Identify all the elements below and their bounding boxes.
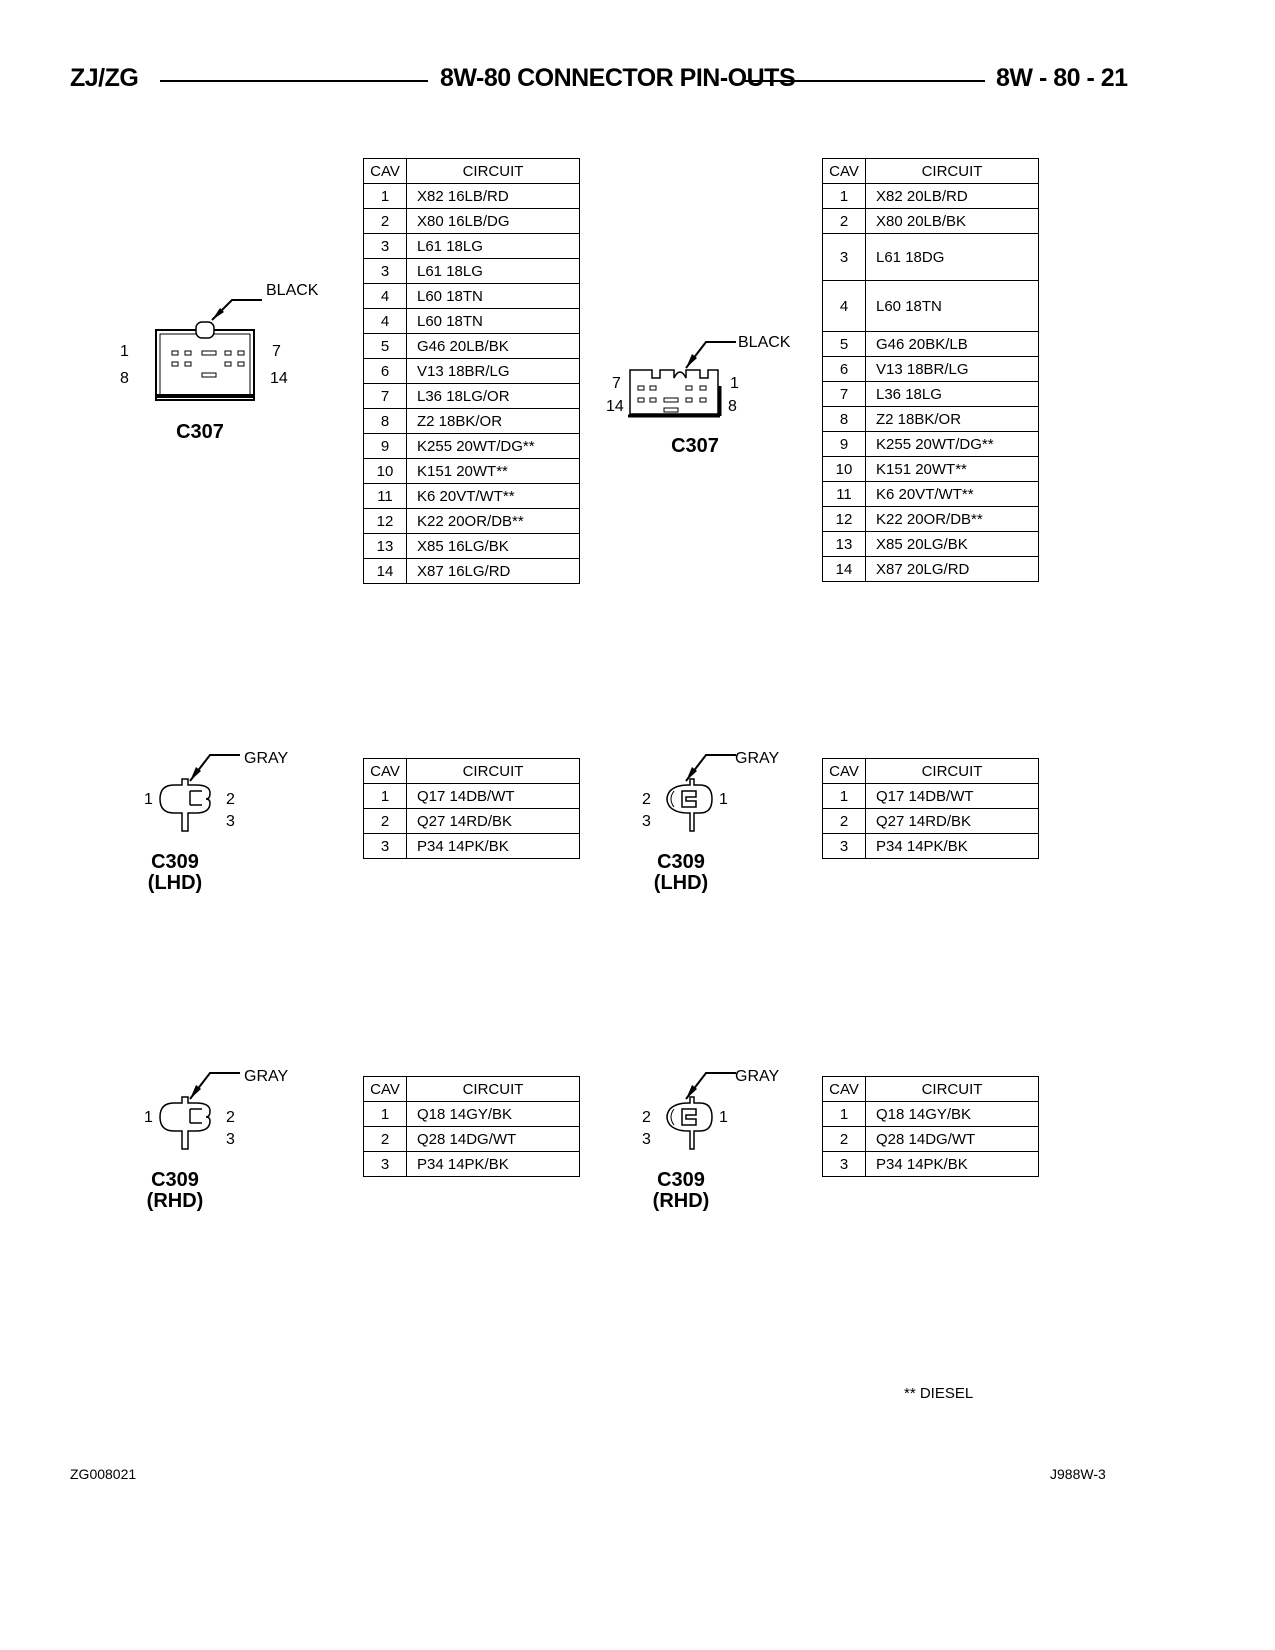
- connector-id: C309: [151, 851, 199, 873]
- footer-right-code: J988W-3: [1050, 1466, 1106, 1482]
- table-row: [823, 234, 1039, 281]
- circuit-code: Q28 14DG/WT: [407, 1127, 580, 1152]
- c309-rhd-right-pin-b: 3: [642, 1131, 651, 1148]
- c307-left-pin-bl: 8: [120, 370, 129, 387]
- cavity-number: 13: [823, 532, 866, 557]
- table-row: [823, 209, 1039, 234]
- c309-lhd-left-pin-c: 3: [226, 813, 235, 830]
- cavity-number: 7: [364, 384, 407, 409]
- footer-left-code: ZG008021: [70, 1466, 137, 1482]
- circuit-code: L36 18LG/OR: [407, 384, 580, 409]
- circuit-code: X80 20LB/BK: [866, 209, 1039, 234]
- cavity-number: 6: [823, 357, 866, 382]
- c309-rhd-left-pin-a: 1: [144, 1109, 153, 1126]
- cavity-number: 9: [823, 432, 866, 457]
- circuit-code: Q17 14DB/WT: [866, 784, 1039, 809]
- cavity-number: 1: [823, 184, 866, 209]
- table-row: [823, 184, 1039, 209]
- c309-rhd-left-table: [363, 1076, 580, 1177]
- circuit-code: L61 18DG: [866, 234, 1039, 281]
- table-row: [364, 1127, 580, 1152]
- table-row: [364, 534, 580, 559]
- circuit-code: K255 20WT/DG**: [866, 432, 1039, 457]
- header-left: ZJ/ZG: [70, 64, 139, 92]
- table-row: [823, 482, 1039, 507]
- cavity-number: 1: [364, 784, 407, 809]
- c309-lhd-right-pin-a: 2: [642, 791, 651, 808]
- cavity-number: 7: [823, 382, 866, 407]
- circuit-code: Q28 14DG/WT: [866, 1127, 1039, 1152]
- c307-left-pin-tr: 7: [272, 343, 281, 360]
- table-row: [364, 359, 580, 384]
- table-row: [364, 509, 580, 534]
- c309-rhd-left-pin-b: 2: [226, 1109, 235, 1126]
- table-row: [364, 559, 580, 584]
- table-row: [823, 809, 1039, 834]
- page-number: 8W - 80 - 21: [996, 64, 1128, 92]
- connector-variant: (RHD): [146, 1190, 204, 1212]
- circuit-header: CIRCUIT: [866, 1077, 1039, 1102]
- circuit-code: L60 18TN: [407, 309, 580, 334]
- c309-lhd-left-table: [363, 758, 580, 859]
- circuit-code: K255 20WT/DG**: [407, 434, 580, 459]
- page-title: 8W-80 CONNECTOR PIN-OUTS: [440, 64, 796, 92]
- c309-lhd-right-pin-b: 3: [642, 813, 651, 830]
- header-rule-left: [160, 80, 428, 82]
- cavity-number: 6: [364, 359, 407, 384]
- circuit-header: CIRCUIT: [407, 759, 580, 784]
- cavity-number: 3: [364, 259, 407, 284]
- circuit-code: P34 14PK/BK: [407, 1152, 580, 1177]
- table-row: [823, 784, 1039, 809]
- circuit-code: K151 20WT**: [407, 459, 580, 484]
- table-row: [823, 507, 1039, 532]
- c307-right-table: [822, 158, 1039, 582]
- table-row: [364, 184, 580, 209]
- cavity-number: 11: [364, 484, 407, 509]
- connector-variant: (LHD): [653, 872, 709, 894]
- cav-header: CAV: [823, 159, 866, 184]
- cavity-number: 8: [823, 407, 866, 432]
- cavity-number: 3: [823, 1152, 866, 1177]
- cavity-number: 1: [823, 1102, 866, 1127]
- table-row: [823, 407, 1039, 432]
- cavity-number: 13: [364, 534, 407, 559]
- circuit-code: K6 20VT/WT**: [866, 482, 1039, 507]
- circuit-code: P34 14PK/BK: [866, 834, 1039, 859]
- circuit-code: K22 20OR/DB**: [866, 507, 1039, 532]
- cav-header: CAV: [823, 1077, 866, 1102]
- table-row: [823, 281, 1039, 332]
- c307-right-color-label: BLACK: [738, 334, 791, 351]
- circuit-code: L61 18LG: [407, 259, 580, 284]
- c309-rhd-left-pin-c: 3: [226, 1131, 235, 1148]
- connector-variant: (LHD): [147, 872, 203, 894]
- cavity-number: 2: [823, 1127, 866, 1152]
- table-row: [364, 209, 580, 234]
- table-row: [364, 459, 580, 484]
- circuit-code: L61 18LG: [407, 234, 580, 259]
- table-row: [823, 432, 1039, 457]
- connector-id: C309: [151, 1169, 199, 1191]
- circuit-header: CIRCUIT: [866, 159, 1039, 184]
- circuit-code: K22 20OR/DB**: [407, 509, 580, 534]
- cavity-number: 3: [823, 834, 866, 859]
- c309-rhd-right-pin-c: 1: [719, 1109, 728, 1126]
- cavity-number: 12: [364, 509, 407, 534]
- circuit-code: Z2 18BK/OR: [866, 407, 1039, 432]
- cavity-number: 1: [364, 1102, 407, 1127]
- circuit-code: L60 18TN: [407, 284, 580, 309]
- c307-left-connector-drawing: [150, 280, 350, 410]
- c309-rhd-right-color-label: GRAY: [735, 1068, 780, 1085]
- cavity-number: 2: [364, 809, 407, 834]
- table-row: [823, 1152, 1039, 1177]
- circuit-code: X82 16LB/RD: [407, 184, 580, 209]
- circuit-code: P34 14PK/BK: [407, 834, 580, 859]
- c309-lhd-right-name: [646, 852, 716, 894]
- table-row: [364, 284, 580, 309]
- cav-header: CAV: [364, 759, 407, 784]
- circuit-header: CIRCUIT: [407, 159, 580, 184]
- circuit-code: V13 18BR/LG: [407, 359, 580, 384]
- connector-variant: (RHD): [652, 1190, 710, 1212]
- table-row: [364, 409, 580, 434]
- cavity-number: 3: [364, 834, 407, 859]
- cavity-number: 4: [364, 284, 407, 309]
- c307-right-name: C307: [671, 435, 719, 457]
- connector-id: C309: [657, 1169, 705, 1191]
- circuit-code: L36 18LG: [866, 382, 1039, 407]
- c309-lhd-left-name: [140, 852, 210, 894]
- c309-rhd-right-name: [646, 1170, 716, 1212]
- circuit-code: Q18 14GY/BK: [407, 1102, 580, 1127]
- circuit-code: Q18 14GY/BK: [866, 1102, 1039, 1127]
- circuit-code: G46 20BK/LB: [866, 332, 1039, 357]
- cavity-number: 3: [364, 234, 407, 259]
- c309-lhd-right-table: [822, 758, 1039, 859]
- c309-rhd-left-name: [140, 1170, 210, 1212]
- table-row: [364, 259, 580, 284]
- connector-id: C309: [657, 851, 705, 873]
- table-row: [364, 1102, 580, 1127]
- table-row: [364, 334, 580, 359]
- circuit-code: X82 20LB/RD: [866, 184, 1039, 209]
- cavity-number: 10: [364, 459, 407, 484]
- circuit-code: X85 16LG/BK: [407, 534, 580, 559]
- table-row: [823, 557, 1039, 582]
- table-row: [823, 834, 1039, 859]
- cavity-number: 5: [823, 332, 866, 357]
- cavity-number: 14: [823, 557, 866, 582]
- table-row: [823, 1102, 1039, 1127]
- cavity-number: 4: [823, 281, 866, 332]
- table-row: [364, 309, 580, 334]
- cavity-number: 8: [364, 409, 407, 434]
- circuit-code: X85 20LG/BK: [866, 532, 1039, 557]
- header-rule-right: [745, 80, 985, 82]
- cavity-number: 10: [823, 457, 866, 482]
- cav-header: CAV: [364, 1077, 407, 1102]
- c307-left-table: [363, 158, 580, 584]
- circuit-code: V13 18BR/LG: [866, 357, 1039, 382]
- c307-left-color-label: BLACK: [266, 282, 319, 299]
- circuit-code: K151 20WT**: [866, 457, 1039, 482]
- c309-lhd-right-pin-c: 1: [719, 791, 728, 808]
- table-row: [823, 1127, 1039, 1152]
- circuit-code: X87 16LG/RD: [407, 559, 580, 584]
- cav-header: CAV: [364, 159, 407, 184]
- circuit-code: Q27 14RD/BK: [866, 809, 1039, 834]
- c307-right-pin-tl: 7: [612, 375, 621, 392]
- circuit-code: Q27 14RD/BK: [407, 809, 580, 834]
- table-row: [823, 532, 1039, 557]
- circuit-header: CIRCUIT: [407, 1077, 580, 1102]
- c309-lhd-left-color-label: GRAY: [244, 750, 289, 767]
- table-row: [364, 809, 580, 834]
- c309-lhd-right-color-label: GRAY: [735, 750, 780, 767]
- circuit-code: L60 18TN: [866, 281, 1039, 332]
- c309-lhd-left-pin-a: 1: [144, 791, 153, 808]
- circuit-code: X80 16LB/DG: [407, 209, 580, 234]
- circuit-code: Z2 18BK/OR: [407, 409, 580, 434]
- c309-lhd-left-pin-b: 2: [226, 791, 235, 808]
- c309-rhd-right-table: [822, 1076, 1039, 1177]
- cavity-number: 3: [823, 234, 866, 281]
- table-row: [364, 234, 580, 259]
- cavity-number: 3: [364, 1152, 407, 1177]
- c307-left-pin-tl: 1: [120, 343, 129, 360]
- cavity-number: 12: [823, 507, 866, 532]
- table-row: [823, 382, 1039, 407]
- c309-rhd-left-color-label: GRAY: [244, 1068, 289, 1085]
- cavity-number: 2: [823, 209, 866, 234]
- cavity-number: 1: [823, 784, 866, 809]
- cavity-number: 2: [364, 1127, 407, 1152]
- cav-header: CAV: [823, 759, 866, 784]
- circuit-header: CIRCUIT: [866, 759, 1039, 784]
- table-row: [823, 357, 1039, 382]
- table-row: [364, 484, 580, 509]
- cavity-number: 11: [823, 482, 866, 507]
- circuit-code: Q17 14DB/WT: [407, 784, 580, 809]
- circuit-code: G46 20LB/BK: [407, 334, 580, 359]
- cavity-number: 4: [364, 309, 407, 334]
- table-row: [364, 834, 580, 859]
- circuit-code: K6 20VT/WT**: [407, 484, 580, 509]
- c307-left-pin-br: 14: [270, 370, 288, 387]
- cavity-number: 14: [364, 559, 407, 584]
- circuit-code: P34 14PK/BK: [866, 1152, 1039, 1177]
- c307-right-pin-br: 8: [728, 398, 737, 415]
- c307-left-name: C307: [176, 421, 224, 443]
- table-row: [364, 784, 580, 809]
- cavity-number: 2: [823, 809, 866, 834]
- table-row: [364, 1152, 580, 1177]
- cavity-number: 2: [364, 209, 407, 234]
- table-row: [823, 457, 1039, 482]
- c307-right-pin-tr: 1: [730, 375, 739, 392]
- circuit-code: X87 20LG/RD: [866, 557, 1039, 582]
- cavity-number: 5: [364, 334, 407, 359]
- table-row: [364, 384, 580, 409]
- cavity-number: 9: [364, 434, 407, 459]
- c309-rhd-right-pin-a: 2: [642, 1109, 651, 1126]
- table-row: [364, 434, 580, 459]
- diesel-footnote: ** DIESEL: [904, 1385, 974, 1402]
- c307-right-pin-bl: 14: [606, 398, 624, 415]
- cavity-number: 1: [364, 184, 407, 209]
- table-row: [823, 332, 1039, 357]
